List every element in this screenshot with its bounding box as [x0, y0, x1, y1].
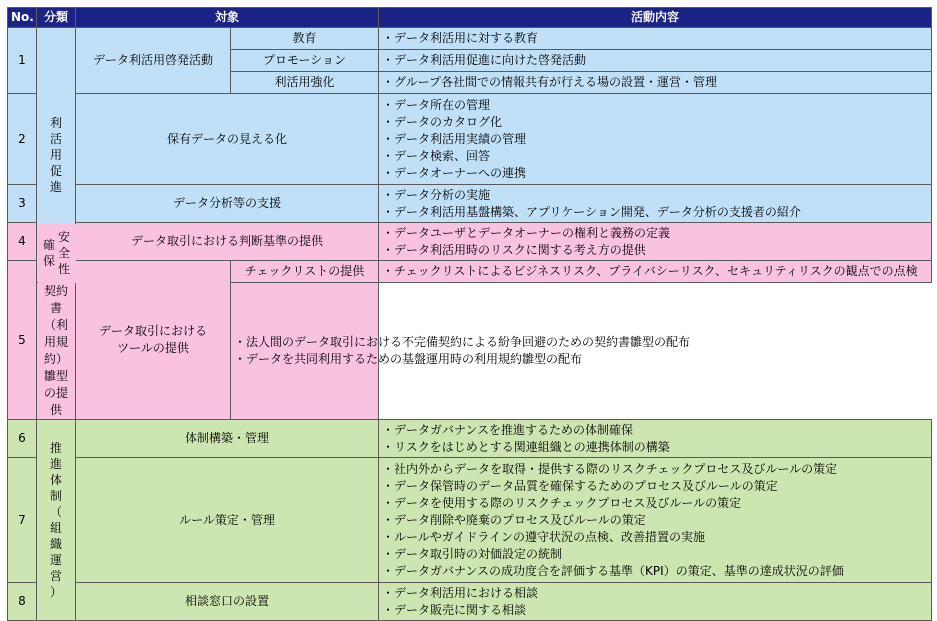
header-category: 分類: [37, 8, 76, 28]
target-cell: データ取引における ツールの提供: [76, 261, 231, 420]
target-cell: 保有データの見える化: [76, 94, 379, 185]
activity-cell: ・データ分析の実施 ・データ利活用基盤構築、アプリケーション開発、データ分析の支援者の紹介: [379, 185, 932, 223]
row-number: 4: [8, 223, 37, 261]
sub-target-cell: 契約書（利用規約） 雛型の提供: [37, 283, 76, 420]
table-row: [8, 185, 932, 223]
category-security: 安 全 性 確 保: [38, 224, 76, 283]
row-number: 1: [8, 28, 37, 94]
table-row: [8, 28, 932, 50]
target-cell: データ分析等の支援: [76, 185, 379, 223]
activity-cell: ・グループ各社間での情報共有が行える場の設置・運営・管理: [379, 72, 932, 94]
activity-cell: ・データ利活用促進に向けた啓発活動: [379, 50, 932, 72]
header-target: 対象: [76, 8, 379, 28]
row-number: 6: [8, 420, 37, 458]
target-cell: 相談窓口の設置: [76, 583, 379, 621]
row-number: 3: [8, 185, 37, 223]
sub-target-cell: チェックリストの提供: [231, 261, 379, 283]
target-cell: ルール策定・管理: [76, 458, 379, 583]
governance-activity-table: [7, 7, 932, 621]
table-row: [8, 94, 932, 185]
table-row: [8, 458, 932, 583]
target-cell: 体制構築・管理: [76, 420, 379, 458]
activity-cell: ・データ利活用に対する教育: [379, 28, 932, 50]
category-framework: 推 進 体 制 （ 組 織 運 営 ）: [37, 420, 76, 621]
activity-cell: ・データ所在の管理 ・データのカタログ化 ・データ利活用実績の管理 ・データ検索、回答 ・データオーナーへの連携: [379, 94, 932, 185]
activity-cell: ・データユーザとデータオーナーの権利と義務の定義 ・データ利活用時のリスクに関する考え方の提供: [379, 223, 932, 261]
activity-cell: ・データガバナンスを推進するための体制確保 ・リスクをはじめとする関連組織との連携体制の構築: [379, 420, 932, 458]
category-promotion: 利 活 用 促 進: [37, 28, 76, 283]
table-row: [8, 583, 932, 621]
activity-cell: ・チェックリストによるビジネスリスク、プライバシーリスク、セキュリティリスクの観点での点検: [379, 261, 932, 283]
activity-cell: ・社内外からデータを取得・提供する際のリスクチェックプロセス及びルールの策定 ・データ保管時のデータ品質を確保するためのプロセス及びルールの策定 ・データを使用する際のリスクチェックプロセス及びルールの策定 ・データ削除や廃棄のプロセス及びルールの策定 ・ルールやガイドラインの遵守状況の点検、改善措置の実施 ・データ取引時の対価設定の統制 ・データガバナンスの成功度合を評価する基準（KPI）の策定、基準の達成状況の評価: [379, 458, 932, 583]
table-row: [8, 223, 932, 261]
sub-target-cell: 利活用強化: [231, 72, 379, 94]
row-number: 2: [8, 94, 37, 185]
header-content: 活動内容: [379, 8, 932, 28]
table-header-row: [8, 8, 932, 28]
table-row: [8, 261, 932, 283]
sub-target-cell: プロモーション: [231, 50, 379, 72]
row-number: 8: [8, 583, 37, 621]
target-cell: データ利活用啓発活動: [76, 28, 231, 94]
sub-target-cell: 教育: [231, 28, 379, 50]
header-no: No.: [8, 8, 37, 28]
table-row: [8, 420, 932, 458]
activity-cell: ・データ利活用における相談 ・データ販売に関する相談: [379, 583, 932, 621]
activity-cell: ・法人間のデータ取引における不完備契約による紛争回避のための契約書雛型の配布 ・データを共同利用するための基盤運用時の利用規約雛型の配布: [231, 283, 379, 420]
target-cell: データ取引における判断基準の提供: [76, 223, 379, 261]
row-number: 5: [8, 261, 37, 420]
row-number: 7: [8, 458, 37, 583]
